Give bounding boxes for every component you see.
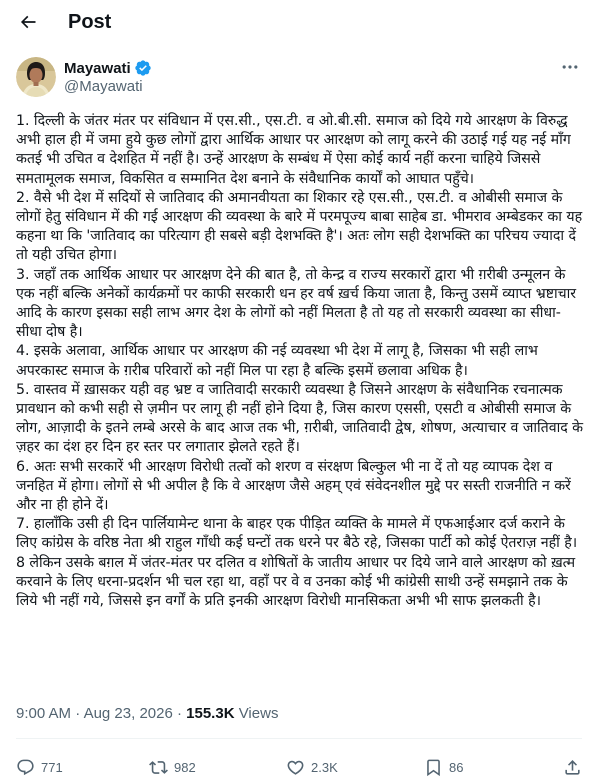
post-time[interactable]: 9:00 AM: [16, 705, 72, 722]
meta-separator: ·: [176, 705, 182, 722]
repost-icon: [149, 758, 168, 777]
share-icon: [563, 758, 582, 777]
views-label: Views: [238, 705, 279, 722]
post-date[interactable]: Aug 23, 2026: [83, 705, 173, 722]
repost-count: 982: [174, 759, 196, 775]
post-paragraph: 7. हालाँकि उसी ही दिन पार्लियामेन्ट थाना के बाहर एक पीड़ित व्यक्ति के मामले में एफआईआर दर्ज कराने के लिए कांग्रेस के वरिष्ठ नेता श्री राहुल गाँधी कई घन्टों तक धरने पर बैठे रहे, जिसका पार्टी को कोई ऐतराज़ नहीं है।: [16, 516, 578, 552]
back-arrow-icon: [18, 12, 38, 32]
author-handle[interactable]: @Mayawati: [64, 78, 143, 95]
back-button[interactable]: [14, 8, 42, 36]
name-line: [64, 59, 152, 77]
page-title: Post: [68, 10, 112, 33]
post-paragraph: 5. वास्तव में ख़ासकर यही वह भ्रष्ट व जातिवादी सरकारी व्यवस्था है जिसने आरक्षण के संवैधानिक रचनात्मक प्रावधान को कभी सही से ज़मीन पर लागू ही नहीं होने दिया है, जिस कारण एससी, एसटी व ओबीसी समाज के लोग, आज़ादी के इतने लम्बे अरसे के बाद आज तक भी, ग़रीबी, जातिवादी द्वेष, शोषण, अत्याचार व जातिवाद के ज़हर का दंश हर दिन हर स्तर पर लगातार झेलते रहते हैं।: [16, 381, 584, 456]
reply-icon: [16, 758, 35, 777]
views-count: 155.3K: [186, 705, 235, 722]
divider: [16, 738, 582, 739]
repost-button[interactable]: [149, 758, 196, 777]
bookmark-button[interactable]: [424, 758, 463, 777]
post-paragraph: 4. इसके अलावा, आर्थिक आधार पर आरक्षण की नई व्यवस्था भी देश में लागू है, जिसका भी सही लाभ अपरकास्ट समाज के ग़रीब परिवारों को नहीं मिल पा रहा है बल्कि इसमें छलावा अधिक है।: [16, 343, 538, 379]
top-bar: [0, 0, 598, 44]
like-count: 2.3K: [311, 759, 338, 775]
post-paragraph: 6. अतः सभी सरकारें भी आरक्षण विरोधी तत्वों को शरण व संरक्षण बिल्कुल भी ना दें तो यह व्यापक देश व जनहित में होगा। लोगों से भी अपील है कि वे आरक्षण जैसे अहम् एवं संवेदनशील मुद्दे पर सस्ती राजनीति न करें और ना ही होने दें।: [16, 458, 571, 514]
post-text: [0, 112, 598, 611]
share-button[interactable]: [563, 758, 582, 777]
avatar[interactable]: [16, 57, 56, 97]
more-dots-icon: [560, 57, 580, 77]
post-meta: [16, 705, 278, 722]
bookmark-count: 86: [449, 759, 464, 775]
action-bar: [0, 752, 598, 782]
reply-button[interactable]: [16, 758, 63, 777]
heart-icon: [286, 758, 305, 777]
post-paragraph: 2. वैसे भी देश में सदियों से जातिवाद की अमानवीयता का शिकार रहे एस.सी., एस.टी. व ओबीसी समाज के लोगों हेतु संविधान में की गई आरक्षण की व्यवस्था के बारे में परमपूज्य बाबा साहेब डा. भीमराव अम्बेडकर का यह कहना था कि 'जातिवाद का परित्याग ही सबसे बड़ी देशभक्ति है'। अतः लोग सही देशभक्ति का परिचय ज्यादा दें तो यही उचित होगा।: [16, 189, 583, 264]
avatar-image-icon: [16, 57, 56, 97]
post-paragraph: 8 लेकिन उसके बग़ल में जंतर-मंतर पर दलित व शोषितों के जातीय आधार पर दिये जाने वाले आरक्षण को ख़त्म करवाने के लिए धरना-प्रदर्शन भी चल रहा था, वहाँ पर वे व उनका कोई भी कांग्रेसी साथी उन्हें समझाने तक के लिये भी नहीं गये, जिससे इन वर्गों के प्रति इनकी आरक्षण विरोधी मानसिकता अभी भी साफ झलकती है।: [16, 554, 576, 610]
verified-badge-icon: [134, 59, 152, 77]
post-paragraph: 1. दिल्ली के जंतर मंतर पर संविधान में एस.सी., एस.टी. व ओ.बी.सी. समाज को दिये गये आरक्षण के विरुद्ध अभी हाल ही में जमा हुये कुछ लोगों द्वारा आर्थिक आधार पर आरक्षण को लागू करने की उठाई गई यह नई माँग कतई भी उचित व देशहित में नहीं है। उन्हें आरक्षण के सम्बंध में ऐसा कोई कार्य नहीं करना चाहिये जिससे समतामूलक समाज, विकसित व सम्मानित देश बनाने के संवैधानिक कार्यों को आघात पहुँचे।: [16, 113, 571, 187]
bookmark-icon: [424, 758, 443, 777]
post-paragraph: 3. जहाँ तक आर्थिक आधार पर आरक्षण देने की बात है, तो केन्द्र व राज्य सरकारों द्वारा भी ग़रीबी उन्मूलन के एक नहीं बल्कि अनेकों कार्यक्रमों पर काफी सरकारी धन हर वर्ष ख़र्च किया जाता है, किन्तु उसमें व्याप्त भ्रष्टाचार आदि के कारण इसका सही लाभ अगर देश के लोगों को नहीं मिलता है तो यह तो सरकारी व्यवस्था का सीधा-सीधा दोष है।: [16, 266, 577, 341]
author-display-name[interactable]: Mayawati: [64, 59, 131, 77]
author-row: [0, 44, 598, 112]
more-options-button[interactable]: [558, 55, 582, 79]
meta-separator: ·: [75, 705, 81, 722]
like-button[interactable]: [286, 758, 338, 777]
reply-count: 771: [41, 759, 63, 775]
author-info: [64, 57, 152, 95]
